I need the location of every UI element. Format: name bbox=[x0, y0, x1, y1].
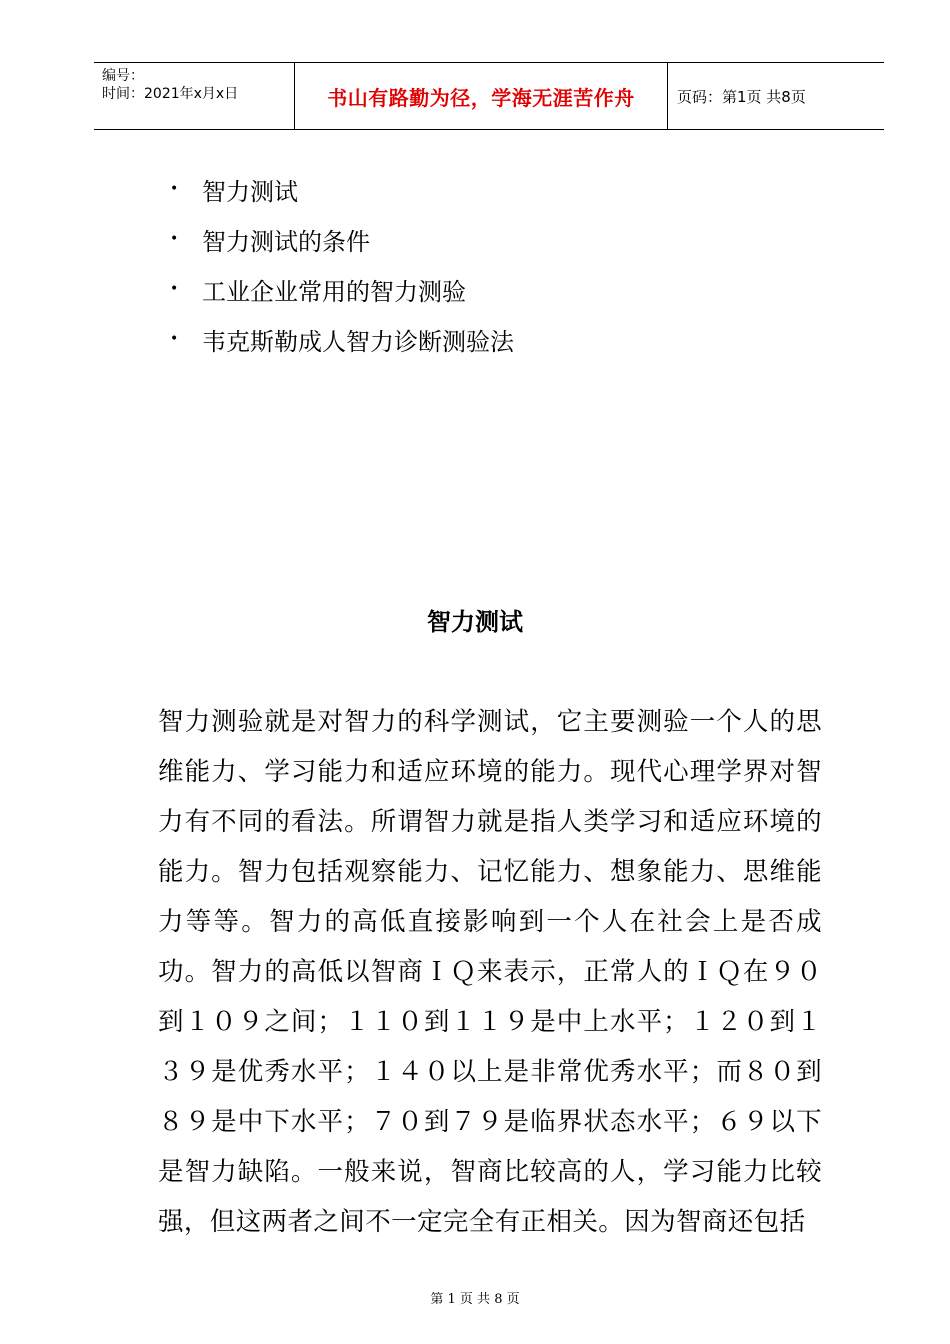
document-time-label: 时间：2021年x月x日 bbox=[102, 86, 239, 102]
page-footer: 第 1 页 共 8 页 bbox=[430, 1292, 520, 1307]
bullet-text: 智力测试的条件 bbox=[202, 227, 370, 256]
bullet-item bbox=[170, 264, 514, 314]
body-paragraph: 智力测验就是对智力的科学测试，它主要测验一个人的思维能力、学习能力和适应环境的能力。现代心理学界对智力有不同的看法。所谓智力就是指人类学习和适应环境的能力。智力包括观察能力、记忆能力、想象能力、思维能力等等。智力的高低直接影响到一个人在社会上是否成功。智力的高低以智商ＩＱ来表示，正常人的ＩＱ在９０到１０９之间；１１０到１１９是中上水平；１２０到１３９是优秀水平；１４０以上是非常优秀水平；而８０到８９是中下水平；７０到７９是临界状态水平；６９以下是智力缺陷。一般来说，智商比较高的人，学习能力比较强，但这两者之间不一定完全有正相关。因为智商还包括 bbox=[158, 707, 822, 1237]
bullet-dot-icon: • bbox=[170, 231, 179, 247]
bullet-dot-icon: • bbox=[170, 331, 179, 347]
header-meta bbox=[102, 67, 292, 103]
topic-bullet-list bbox=[170, 164, 514, 364]
bullet-item bbox=[170, 214, 514, 264]
bullet-dot-icon: • bbox=[170, 181, 179, 197]
bullet-dot-icon: • bbox=[170, 281, 179, 297]
header-divider-right bbox=[667, 63, 668, 129]
section-title: 智力测试 bbox=[427, 608, 523, 636]
document-number-label: 编号： bbox=[102, 68, 144, 84]
bullet-text: 智力测试 bbox=[202, 177, 298, 206]
header-motto: 书山有路勤为径，学海无涯苦作舟 bbox=[327, 85, 635, 110]
bullet-text: 韦克斯勒成人智力诊断测验法 bbox=[202, 327, 514, 356]
bullet-text: 工业企业常用的智力测验 bbox=[202, 277, 466, 306]
header-page-number: 页码：第1页 共8页 bbox=[677, 87, 806, 106]
bullet-item bbox=[170, 164, 514, 214]
bullet-item bbox=[170, 314, 514, 364]
page-header bbox=[94, 62, 884, 130]
